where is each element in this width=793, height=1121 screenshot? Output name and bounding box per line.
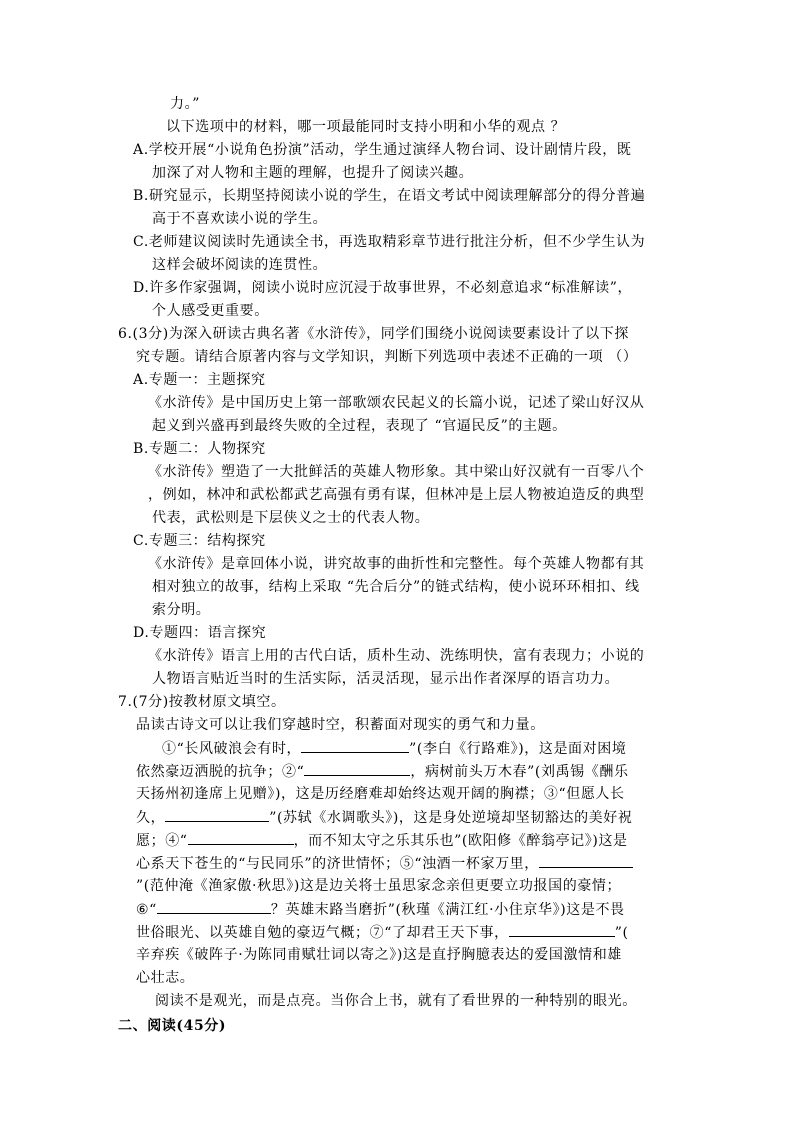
option-b-line1: B.研究显示，长期坚持阅读小说的学生，在语文考试中阅读理解部分的得分普遍 — [133, 188, 646, 204]
q7-line7: ”(范仲淹《渔家傲·秋思》)这是边关将士虽思家念亲但更要立功报国的豪情； — [136, 878, 622, 894]
q7-line1-text-a: ①“长风破浪会有时， — [162, 741, 302, 757]
q7-line10: 辛弃疾《破阵子·为陈同甫赋壮词以寄之》)这是直抒胸臆表达的爱国激情和雄 — [136, 947, 622, 963]
q7-line2-text-b: ，病树前头万木春”(刘禹锡《酬乐 — [410, 764, 629, 780]
q7-stem: 7.(7分)按教材原文填空。 — [118, 694, 286, 710]
q6-option-c-title: C.专题三：结构探究 — [133, 533, 266, 549]
q7-line4-text-b: ”(苏轼《水调歌头》)，这是身处逆境却坚韧豁达的美好祝 — [269, 810, 633, 826]
fill-blank-5[interactable] — [539, 853, 633, 868]
q7-line8-text-a: ⑥“ — [136, 902, 157, 918]
fill-blank-7[interactable] — [509, 922, 615, 937]
q7-line2-text-a: 依然豪迈洒脱的抗争；②“ — [136, 764, 305, 780]
option-d-line2: 个人感受更重要。 — [152, 303, 269, 319]
q7-line9-text-b: ”( — [614, 925, 629, 941]
option-a-line2: 加深了对人物和主题的理解，也提升了阅读兴趣。 — [152, 165, 474, 181]
fill-blank-6[interactable] — [157, 899, 271, 914]
q6-option-b-title: B.专题二：人物探究 — [133, 441, 266, 457]
q6-option-b-line2: ，例如，林冲和武松都武艺高强有勇有谋，但林冲是上层人物被迫造反的典型 — [148, 487, 645, 503]
q6-option-b-line1: 《水浒传》塑造了一大批鲜活的英雄人物形象。其中梁山好汉就有一百零八个 — [148, 464, 645, 480]
q7-line4-text-a: 久， — [136, 810, 166, 826]
q6-option-c-line2: 相对独立的故事，结构上采取 “先合后分”的链式结构，使小说环环相扣、线 — [152, 579, 640, 595]
section-heading-reading: 二、阅读(45分) — [118, 1018, 227, 1034]
q6-option-a-title: A.专题一：主题探究 — [133, 372, 266, 388]
fill-blank-4[interactable] — [188, 830, 294, 845]
q6-option-c-line1: 《水浒传》是章回体小说，讲究故事的曲折性和完整性。每个英雄人物都有其 — [148, 556, 645, 572]
q7-intro: 品读古诗文可以让我们穿越时空，积蓄面对现实的勇气和力量。 — [136, 717, 545, 733]
option-c-line1: C.老师建议阅读时先通读全书，再选取精彩章节进行批注分析，但不少学生认为 — [133, 234, 646, 250]
q7-line5-text-b: ，而不知太守之乐其乐也”(欧阳修《醉翁亭记》)这是 — [293, 833, 628, 849]
option-d-line1: D.许多作家强调，阅读小说时应沉浸于故事世界，不必刻意追求“标准解读”， — [133, 280, 633, 296]
q6-stem-line2: 究专题。请结合原著内容与文学知识，判断下列选项中表述不正确的一项 （） — [136, 349, 638, 365]
q7-line8-text-b: ？英雄末路当磨折”(秋瑾《满江红·小住京华》)这是不畏 — [270, 902, 625, 918]
q6-option-a-line2: 起义到兴盛再到最终失败的全过程，表现了 “官逼民反”的主题。 — [152, 418, 567, 434]
q7-line9-text-a: 世俗眼光、以英雄自勉的豪迈气概；⑦“了却君王天下事， — [136, 925, 509, 941]
q6-option-b-line3: 代表，武松则是下层侠义之士的代表人物。 — [152, 510, 430, 526]
q7-line1 — [162, 738, 626, 758]
option-b-line2: 高于不喜欢读小说的学生。 — [152, 211, 328, 227]
fill-blank-3[interactable] — [165, 807, 269, 822]
fill-blank-2[interactable] — [304, 761, 410, 776]
fill-blank-1[interactable] — [301, 738, 409, 753]
fragment-text: 力。” — [170, 96, 200, 112]
q6-option-d-line1: 《水浒传》语言上用的古代白话，质朴生动、洗练明快，富有表现力；小说的 — [148, 648, 645, 664]
q7-line8 — [136, 899, 625, 919]
q6-option-a-line1: 《水浒传》是中国历史上第一部歌颂农民起义的长篇小说，记述了梁山好汉从 — [148, 395, 645, 411]
q6-stem-line1: 6.(3分)为深入研读古典名著《水浒传》，同学们围绕小说阅读要素设计了以下探 — [118, 326, 629, 342]
q7-line3: 天扬州初逢席上见赠》)，这是历经磨难却始终达观开阔的胸襟；③“但愿人长 — [136, 786, 625, 802]
option-a-line1: A.学校开展“小说角色扮演”活动，学生通过演绎人物台词、设计剧情片段，既 — [133, 142, 632, 158]
q7-line6-text: 心系天下苍生的“与民同乐”的济世情怀；⑤“浊酒一杯家万里， — [136, 856, 539, 872]
q7-line2 — [136, 761, 629, 781]
q6-option-d-title: D.专题四：语言探究 — [133, 625, 267, 641]
q7-line6 — [136, 853, 633, 873]
q7-line5-text-a: 愿；④“ — [136, 833, 188, 849]
question-prompt: 以下选项中的材料，哪一项最能同时支持小明和小华的观点 ？ — [166, 119, 566, 135]
q7-line4 — [136, 807, 632, 827]
q7-line5 — [136, 830, 628, 850]
q6-option-c-line3: 索分明。 — [152, 602, 211, 618]
q7-closing: 阅读不是观光，而是点亮。当你合上书，就有了看世界的一种特别的眼光。 — [155, 993, 637, 1009]
q7-line9 — [136, 922, 629, 942]
q7-line1-text-b: ”(李白《行路难》)，这是面对困境 — [409, 741, 627, 757]
q6-option-d-line2: 人物语言贴近当时的生活实际，活灵活现，显示出作者深厚的语言功力。 — [152, 671, 620, 687]
option-c-line2: 这样会破坏阅读的连贯性。 — [152, 257, 328, 273]
q7-line11: 心壮志。 — [136, 970, 195, 986]
